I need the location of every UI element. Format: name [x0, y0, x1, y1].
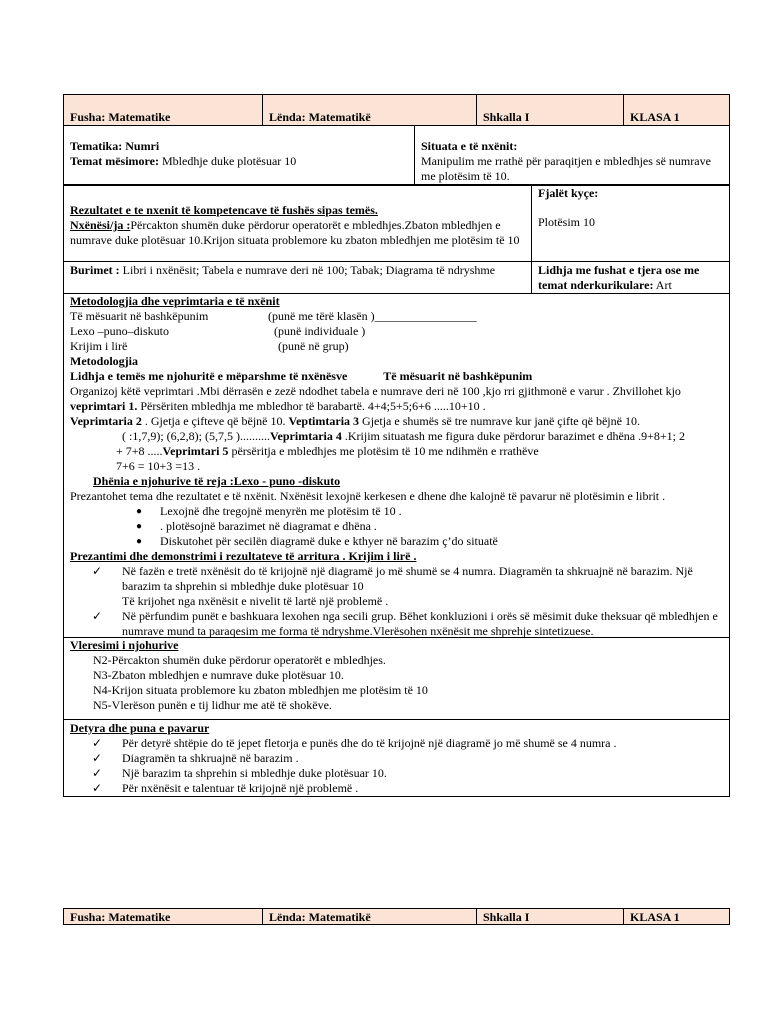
dhenia-title: Dhënia e njohurive të reja :Lexo - puno -diskuto: [93, 474, 341, 488]
check-icon: ✓: [92, 609, 103, 623]
vleresimi-title: Vleresimi i njohurive: [70, 638, 179, 652]
bullet-icon: ●: [136, 536, 143, 547]
tematika-row: [63, 125, 730, 185]
burimet-row: [63, 262, 730, 294]
vleresimi-line: N4-Krijon situata problemore ku zbaton mbledhjen me plotësim të 10: [93, 683, 428, 697]
veprimtari-5-label: Veprimtari 5: [162, 444, 229, 458]
situata-cell: [415, 125, 729, 184]
check-icon: ✓: [92, 736, 103, 750]
header-fusha: Fusha: Matematike: [64, 909, 263, 924]
metodologjia-line: Krijim i lirë (punë në grup): [70, 339, 349, 353]
fjalet-cell: [532, 186, 729, 261]
bullet-list: [70, 504, 723, 549]
temat-label: Temat mësimore:: [70, 154, 159, 168]
dhenia-text: Prezantohet tema dhe rezultatet e të nxënit. Nxënësit lexojnë kerkesen e dhene dhe kalojnë të pavarur në plotësimin e librit .: [70, 489, 666, 503]
check-icon: ✓: [92, 781, 103, 795]
metodologjia-line: Të mësuarit në bashkëpunim (punë me tërë klasën )_________________: [70, 309, 477, 323]
lidhja-label: Lidhja me fushat e tjera ose me temat nderkurikulare:: [538, 263, 700, 292]
rezultatet-row: [63, 185, 730, 262]
header-shkalla: Shkalla I: [477, 95, 624, 125]
situata-label: Situata e të nxënit:: [421, 139, 518, 153]
veprimtaria-2-label: Veprimtaria 2: [70, 414, 142, 428]
vleresimi-line: N2-Përcakton shumën duke përdorur operatorët e mbledhjes.: [93, 653, 386, 667]
temat-value: Mbledhje duke plotësuar 10: [158, 154, 297, 168]
list-item: ● Diskutohet për secilën diagramë duke e kthyer në barazim ç’do situatë: [136, 534, 498, 548]
list-item: ✓ Për nxënësit e talentuar të krijojnë një problemë .: [92, 781, 359, 795]
header-klasa: KLASA 1: [630, 910, 680, 924]
detyra-block: [63, 720, 730, 797]
lidhja-tail: Të mësuarit në bashkëpunim: [383, 369, 533, 383]
fjalet-label: Fjalët kyçe:: [538, 186, 599, 200]
metodologjia-title: Metodologjia dhe veprimtaria e të nxënit: [70, 294, 280, 308]
rezultatet-title: Rezultatet e te nxenit të kompetencave të fushës sipas temës.: [70, 203, 378, 217]
lidhja-title: Lidhja e temës me njohuritë e mëparshme të nxënësve: [70, 369, 348, 383]
header-klasa: KLASA 1: [630, 110, 680, 124]
header-table-top: [63, 94, 730, 126]
detyra-list: [70, 736, 723, 796]
burimet-cell: [64, 262, 532, 293]
header-lenda: Lënda: Matematikë: [263, 909, 477, 924]
tematika-cell: [64, 125, 415, 184]
bullet-icon: ●: [136, 521, 143, 532]
vleresimi-block: [63, 638, 730, 720]
metodologjia-block: Metodologjia dhe veprimtaria e të nxënit Të mësuarit në bashkëpunim (punë me tërë klasën )_________________ Lexo –puno–diskuto (punë individuale ) Krijim i lirë (punë në grup) Metodologjia Lidhja e temës me njohuritë e mëparshme të nxënësve Të mësuarit në bashkëpunim Organizoj këtë veprimtari .Mbi dërrasën e zezë ndodhet tabela e numrave deri në 100 ,kjo rri gjithmonë e varur . Zhvillohet kjo veprimtari 1. Përsëriten mbledhja me mbledhor të barabartë. 4+4;5+5;6+6 .....10+10 . Veprimtaria 2 . Gjetja e çifteve që bëjnë 10. Veptimtaria 3 Gjetja e shumës së tre numrave kur janë çifte që bëjnë 10. ( :1,7,9); (6,2,8); (5,7,5 )..........Veprimtaria 4 .Krijim situatash me figura duke përdorur barazimet e dhëna .9+8+1; 2 + 7+8 .....Veprimtari 5 përsëritja e mbledhjes me plotësim të 10 me ndihmën e rrathëve 7+6 = 10+3 =13 . Dhënia e njohurive të reja :Lexo - puno -diskuto Prezantohet tema dhe rezultatet e të nxënit. Nxënësit lexojnë kerkesen e dhene dhe kalojnë të pavarur në plotësimin e librit . ● Lexojnë dhe tregojnë menyrën me plotësim të 10 . ● . plotësojnë barazimet në diagramat e dhëna . ● Diskutohet për secilën diagramë duke e kthyer në barazim ç’do situatë Prezantimi dhe demonstrimi i rezultateve të arritura . Krijim i lirë . ✓ Në fazën e tretë nxënësit do të krijojnë një diagramë jo më shumë se 4 numra. Diagramën ta shkruajnë në barazim. Një barazim ta shprehin si mbledhje duke plotësuar 10 Të krijohet nga nxënësit e nivelit të lartë një problemë . ✓ Në përfundim punët e bashkuara lexohen nga secili grup. Bëhet konkluzioni i orës së mësimit duke theksuar që mbledhjen e numrave mund ta paraqesim me forma të ndryshme.Vlerësohen nxënësit me shprehje sintetizuese.: [63, 294, 730, 638]
bullet-icon: ●: [136, 506, 143, 517]
rezultatet-cell: [64, 186, 532, 261]
header-shkalla: Shkalla I: [477, 909, 624, 924]
paragraph-organizoj: Organizoj këtë veprimtari .Mbi dërrasën e zezë ndodhet tabela e numrave deri në 100 ,kjo rri gjithmonë e varur . Zhvillohet kjo: [70, 384, 681, 398]
list-item: ✓ Për detyrë shtëpie do të jepet fletorja e punës dhe do të krijojnë një diagramë jo më shumë se 4 numra .: [92, 736, 617, 750]
veprimtaria-3-label: Veptimtaria 3: [288, 414, 360, 428]
burimet-text: Libri i nxënësit; Tabela e numrave deri në 100; Tabak; Diagrama të ndryshme: [119, 263, 496, 277]
check-icon: ✓: [92, 751, 103, 765]
metodologjia-line: Lexo –puno–diskuto (punë individuale ): [70, 324, 366, 338]
metodologjia-subtitle: Metodologjia: [70, 354, 138, 368]
burimet-label: Burimet :: [70, 263, 120, 277]
list-item: Të krijohet nga nxënësit e nivelit të lartë një problemë .: [122, 594, 389, 608]
list-item: ● . plotësojnë barazimet në diagramat e dhëna .: [136, 519, 377, 533]
check-icon: ✓: [92, 564, 103, 578]
fjalet-value: Plotësim 10: [538, 215, 596, 229]
veprimtari-1-label: veprimtari 1.: [70, 399, 138, 413]
example-equation: 7+6 = 10+3 =13 .: [116, 459, 201, 473]
prezantimi-title: Prezantimi dhe demonstrimi i rezultateve të arritura . Krijim i lirë .: [70, 549, 417, 563]
header-fusha: Fusha: Matematike: [64, 95, 263, 125]
lidhja-cell: [532, 262, 729, 293]
list-item: ✓ Në përfundim punët e bashkuara lexohen nga secili grup. Bëhet konkluzioni i orës së mësimit duke theksuar që mbledhjen e numrave mund ta paraqesim me forma të ndryshme.Vlerësohen nxënësit me shprehje sintetizuese.: [92, 609, 718, 638]
tematika-label: Tematika: Numri: [70, 139, 160, 153]
list-item: ✓ Një barazim ta shprehin si mbledhje duke plotësuar 10.: [92, 766, 387, 780]
nxenesi-label: Nxënësi/ja :: [70, 218, 131, 232]
lidhja-value: Art: [653, 278, 672, 292]
header-lenda: Lënda: Matematikë: [263, 95, 477, 125]
check-list: [70, 564, 723, 639]
vleresimi-line: N3-Zbaton mbledhjen e numrave duke plotësuar 10.: [93, 668, 344, 682]
list-item: ✓ Diagramën ta shkruajnë në barazim .: [92, 751, 299, 765]
nxenesi-text: Përcakton shumën duke përdorur operatorët e mbledhjes.Zbaton mbledhjen e numrave duke plotësuar 10.Krijon situata problemore ku zbaton mbledhjen me plotësim të 10: [70, 218, 520, 247]
list-item: ● Lexojnë dhe tregojnë menyrën me plotësim të 10 .: [136, 504, 402, 518]
vleresimi-line: N5-Vlerëson punën e tij lidhur me atë të shokëve.: [93, 698, 332, 712]
list-item: ✓ Në fazën e tretë nxënësit do të krijojnë një diagramë jo më shumë se 4 numra. Diagramën ta shkruajnë në barazim. Një barazim ta shprehin si mbledhje duke plotësuar 10: [92, 564, 693, 593]
check-icon: ✓: [92, 766, 103, 780]
header-table-bottom: [63, 908, 730, 925]
detyra-title: Detyra dhe puna e pavarur: [70, 721, 210, 735]
veprimtaria-4-label: Veprimtaria 4: [269, 429, 342, 443]
situata-text: Manipulim me rrathë për paraqitjen e mbledhjes së numrave me plotësim të 10.: [421, 154, 711, 183]
